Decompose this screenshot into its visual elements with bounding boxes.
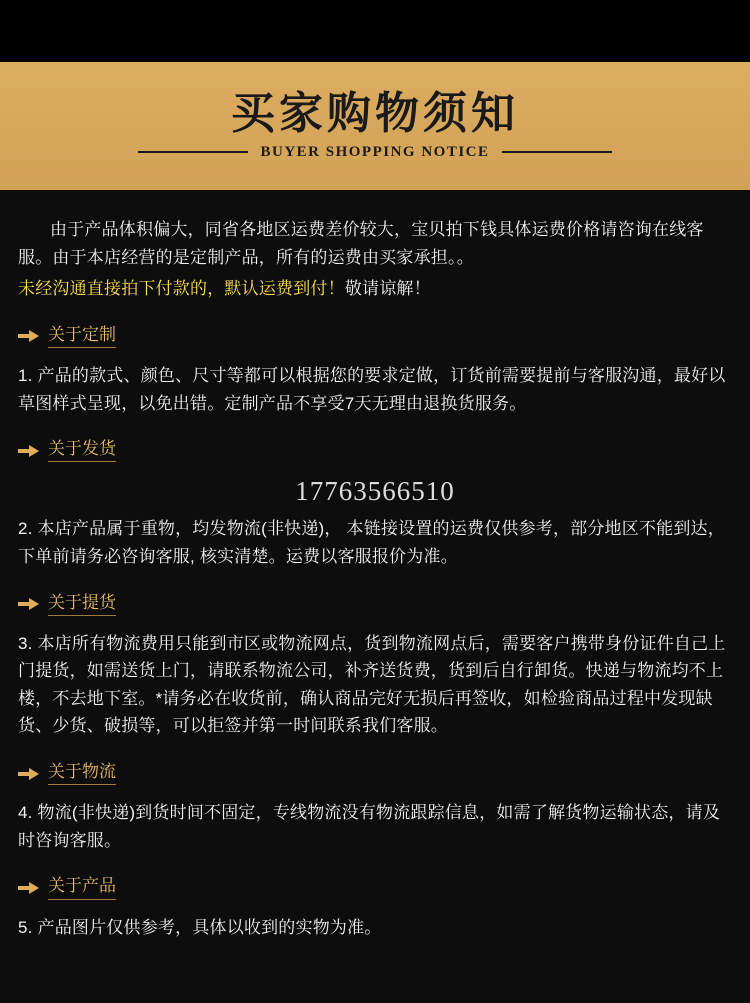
intro-paragraph-1: 由于产品体积偏大，同省各地区运费差价较大，宝贝拍下钱具体运费价格请咨询在线客服。由于本店经营的是定制产品，所有的运费由买家承担。。 — [18, 220, 704, 267]
banner-header — [0, 62, 750, 190]
intro-tail: 敬请谅解！ — [344, 279, 431, 299]
banner-title: 买家购物须知 — [231, 88, 519, 138]
section-pickup-title: 关于提货 — [48, 593, 116, 616]
arrow-right-icon — [18, 767, 40, 781]
section-shipping-body: 2. 本店产品属于重物，均发物流(非快递)， 本链接设置的运费仅供参考，部分地区不能到达，下单前请务必咨询客服, 核实清楚。运费以客服报价为准。 — [18, 519, 725, 566]
section-shipping-title: 关于发货 — [48, 439, 116, 462]
intro-paragraph-2 — [18, 275, 732, 303]
section-custom — [18, 325, 732, 417]
section-product-body: 5. 产品图片仅供参考，具体以收到的实物为准。 — [18, 917, 382, 937]
intro-highlight: 未经沟通直接拍下付款的，默认运费到付！ — [18, 279, 345, 299]
section-pickup-heading — [18, 593, 732, 616]
section-custom-title: 关于定制 — [48, 325, 116, 348]
section-pickup — [18, 593, 732, 741]
section-custom-heading — [18, 325, 732, 348]
top-spacer — [0, 0, 750, 62]
section-logistics-heading — [18, 762, 732, 785]
section-shipping — [18, 439, 732, 570]
notice-content — [0, 190, 750, 941]
section-product-heading — [18, 876, 732, 899]
section-product — [18, 876, 732, 941]
divider-right — [502, 151, 612, 153]
arrow-right-icon — [18, 329, 40, 343]
banner-subtitle: BUYER SHOPPING NOTICE — [260, 143, 490, 160]
divider-left — [138, 151, 248, 153]
arrow-right-icon — [18, 597, 40, 611]
arrow-right-icon — [18, 444, 40, 458]
section-custom-body: 1. 产品的款式、颜色、尺寸等都可以根据您的要求定做，订货前需要提前与客服沟通，最好以草图样式呈现，以免出错。定制产品不享受7天无理由退换货服务。 — [18, 365, 726, 413]
phone-watermark: 17763566510 — [295, 476, 455, 507]
section-logistics-body: 4. 物流(非快递)到货时间不固定，专线物流没有物流跟踪信息，如需了解货物运输状态，请及时咨询客服。 — [18, 803, 721, 850]
section-logistics — [18, 762, 732, 854]
section-logistics-title: 关于物流 — [48, 762, 116, 785]
banner-subtitle-row — [0, 144, 750, 161]
section-pickup-body: 3. 本店所有物流费用只能到市区或物流网点，货到物流网点后，需要客户携带身份证件自己上门提货，如需送货上门，请联系物流公司，补齐送货费，货到后自行卸货。快递与物流均不上楼，不去地下室。*请务必在收货前，确认商品完好无损后再签收，如检验商品过程中发现缺货、少货、破损等，可以拒签并第一时间联系我们客服。 — [18, 633, 726, 736]
section-shipping-heading — [18, 439, 732, 462]
arrow-right-icon — [18, 881, 40, 895]
section-product-title: 关于产品 — [48, 876, 116, 899]
